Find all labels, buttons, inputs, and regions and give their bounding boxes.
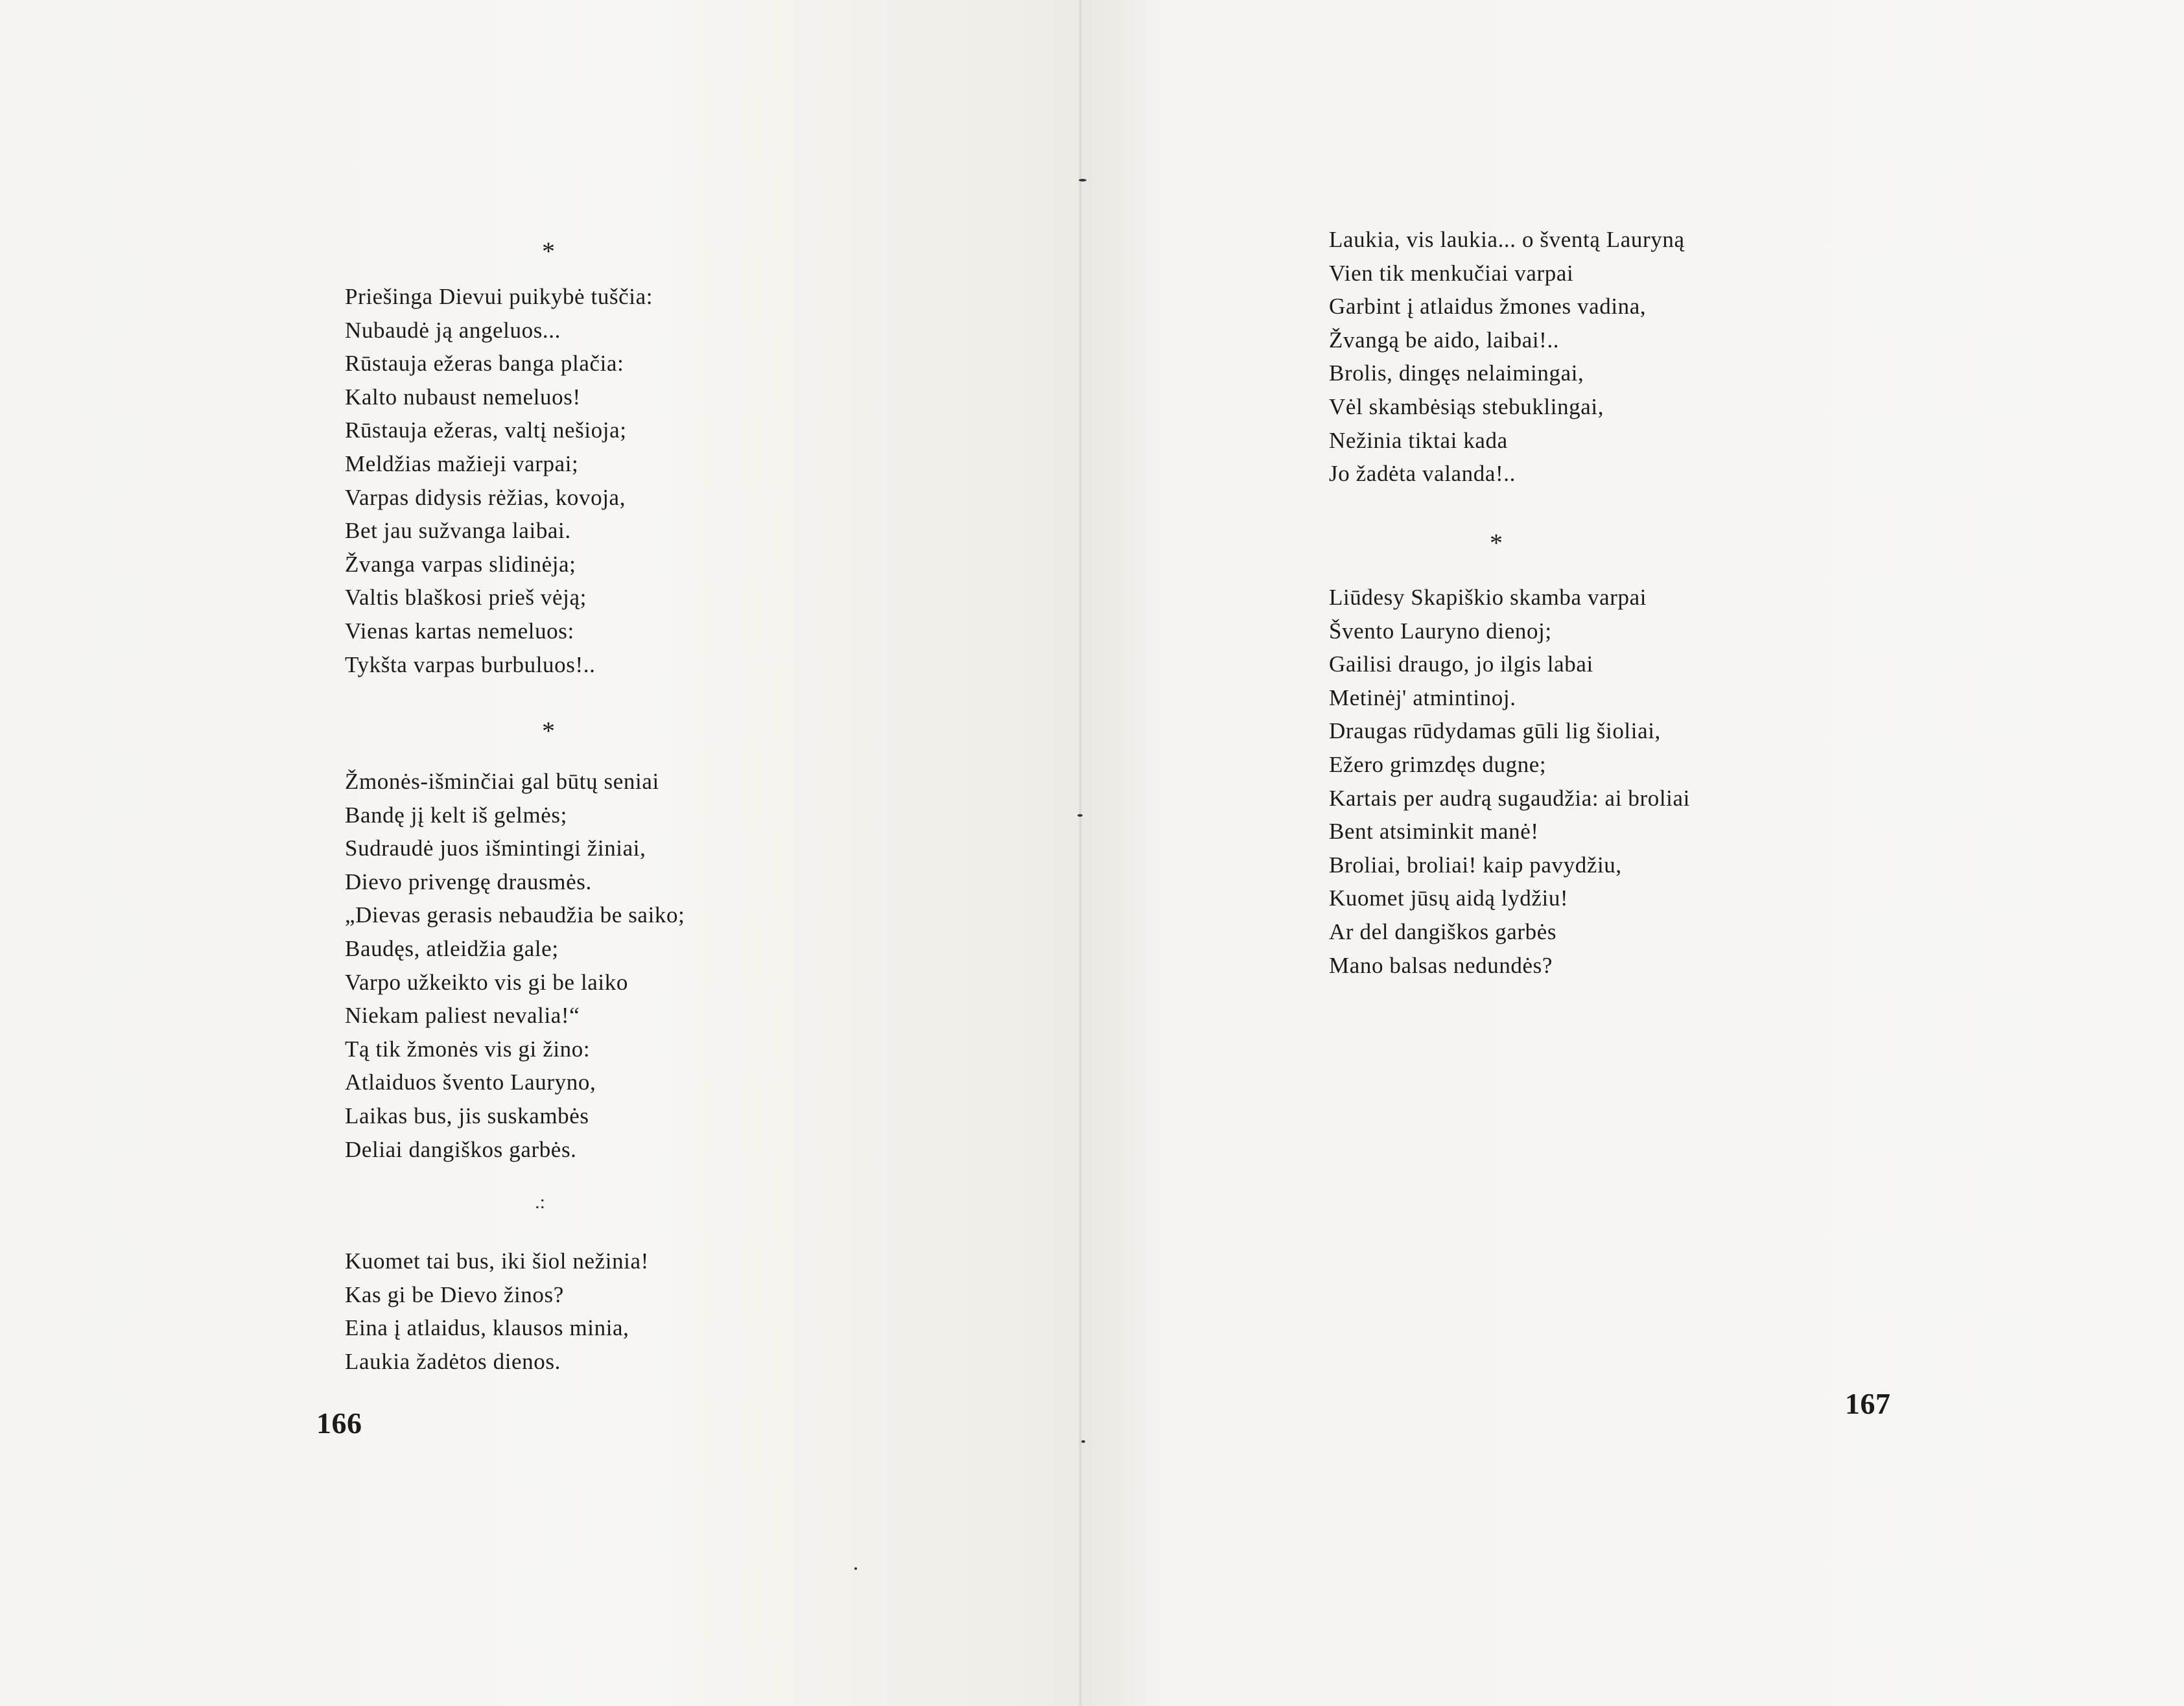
verse-line: Kuomet tai bus, iki šiol nežinia! — [345, 1248, 649, 1274]
verse-line: Vienas kartas nemeluos: — [345, 618, 574, 644]
verse-line: Žmonės-išminčiai gal būtų seniai — [345, 769, 659, 794]
verse-line: Bet jau sužvanga laibai. — [345, 518, 571, 544]
verse-line: Jo žadėta valanda!.. — [1329, 461, 1516, 487]
scan-speck — [854, 1567, 857, 1570]
right-stanza-1 — [1329, 223, 1685, 491]
verse-line: Valtis blaškosi prieš vėją; — [345, 585, 587, 611]
verse-line: Baudęs, atleidžia gale; — [345, 935, 559, 961]
verse-line: Sudraudė juos išmintingi žiniai, — [345, 835, 646, 861]
verse-line: Atlaiduos švento Lauryno, — [345, 1069, 596, 1095]
verse-line: Gailisi draugo, jo ilgis labai — [1329, 651, 1593, 677]
left-stanza-2 — [345, 765, 685, 1166]
page-number-left: 166 — [316, 1407, 362, 1440]
left-stanza-3 — [345, 1244, 649, 1378]
separator-dots: .: — [535, 1191, 545, 1213]
page-number-right: 167 — [1845, 1387, 1891, 1420]
verse-line: Laikas bus, jis suskambės — [345, 1103, 589, 1128]
separator-asterisk: * — [542, 237, 555, 266]
verse-line: Vėl skambėsiąs stebuklingai, — [1329, 393, 1604, 419]
left-stanza-1 — [345, 280, 653, 681]
verse-line: Mano balsas nedundės? — [1329, 952, 1553, 978]
left-page — [0, 0, 1081, 1706]
verse-line: Metinėj' atmintinoj. — [1329, 684, 1516, 710]
verse-line: Deliai dangiškos garbės. — [345, 1136, 577, 1162]
verse-line: Ar del dangiškos garbės — [1329, 918, 1557, 944]
verse-line: Bent atsiminkit manė! — [1329, 819, 1539, 845]
verse-line: Meldžias mažieji varpai; — [345, 450, 579, 476]
right-page — [1081, 0, 2184, 1706]
verse-line: Rūstauja ežeras, valtį nešioja; — [345, 417, 627, 443]
verse-line: Nubaudė ją angeluos... — [345, 317, 561, 343]
verse-line: Kuomet jūsų aidą lydžiu! — [1329, 885, 1569, 911]
verse-line: Garbint į atlaidus žmones vadina, — [1329, 294, 1647, 320]
separator-asterisk: * — [1490, 528, 1503, 557]
scan-speck — [1079, 179, 1086, 181]
verse-line: Kalto nubaust nemeluos! — [345, 384, 581, 410]
verse-line: Liūdesy Skapiškio skamba varpai — [1329, 585, 1647, 610]
bleed-through-left — [661, 583, 972, 1361]
verse-line: Tykšta varpas burbuluos!.. — [345, 651, 596, 677]
verse-line: Kas gi be Dievo žinos? — [345, 1281, 564, 1307]
verse-line: Niekam paliest nevalia!“ — [345, 1003, 580, 1029]
scan-speck — [1081, 1440, 1085, 1443]
verse-line: „Dievas gerasis nebaudžia be saiko; — [345, 902, 685, 928]
verse-line: Švento Lauryno dienoj; — [1329, 618, 1552, 644]
verse-line: Bandę jį kelt iš gelmės; — [345, 802, 567, 828]
verse-line: Brolis, dingęs nelaimingai, — [1329, 360, 1584, 386]
verse-line: Rūstauja ežeras banga plačia: — [345, 351, 624, 377]
verse-line: Draugas rūdydamas gūli lig šioliai, — [1329, 718, 1661, 744]
right-stanza-2 — [1329, 581, 1690, 982]
verse-line: Vien tik menkučiai varpai — [1329, 260, 1574, 286]
verse-line: Varpo užkeikto vis gi be laiko — [345, 969, 628, 995]
verse-line: Žvangą be aido, laibai!.. — [1329, 327, 1560, 353]
verse-line: Ežero grimzdęs dugne; — [1329, 751, 1547, 777]
verse-line: Tą tik žmonės vis gi žino: — [345, 1036, 591, 1062]
separator-asterisk: * — [542, 716, 555, 745]
scan-speck — [1077, 814, 1083, 817]
verse-line: Dievo privengę drausmės. — [345, 869, 592, 894]
verse-line: Nežinia tiktai kada — [1329, 427, 1508, 453]
verse-line: Laukia žadėtos dienos. — [345, 1348, 561, 1374]
verse-line: Priešinga Dievui puikybė tuščia: — [345, 284, 653, 309]
verse-line: Kartais per audrą sugaudžia: ai broliai — [1329, 785, 1690, 811]
verse-line: Varpas didysis rėžias, kovoja, — [345, 484, 626, 510]
verse-line: Eina į atlaidus, klausos minia, — [345, 1315, 629, 1341]
verse-line: Laukia, vis laukia... o šventą Lauryną — [1329, 227, 1685, 252]
verse-line: Broliai, broliai! kaip pavydžiu, — [1329, 852, 1622, 878]
verse-line: Žvanga varpas slidinėja; — [345, 551, 576, 577]
